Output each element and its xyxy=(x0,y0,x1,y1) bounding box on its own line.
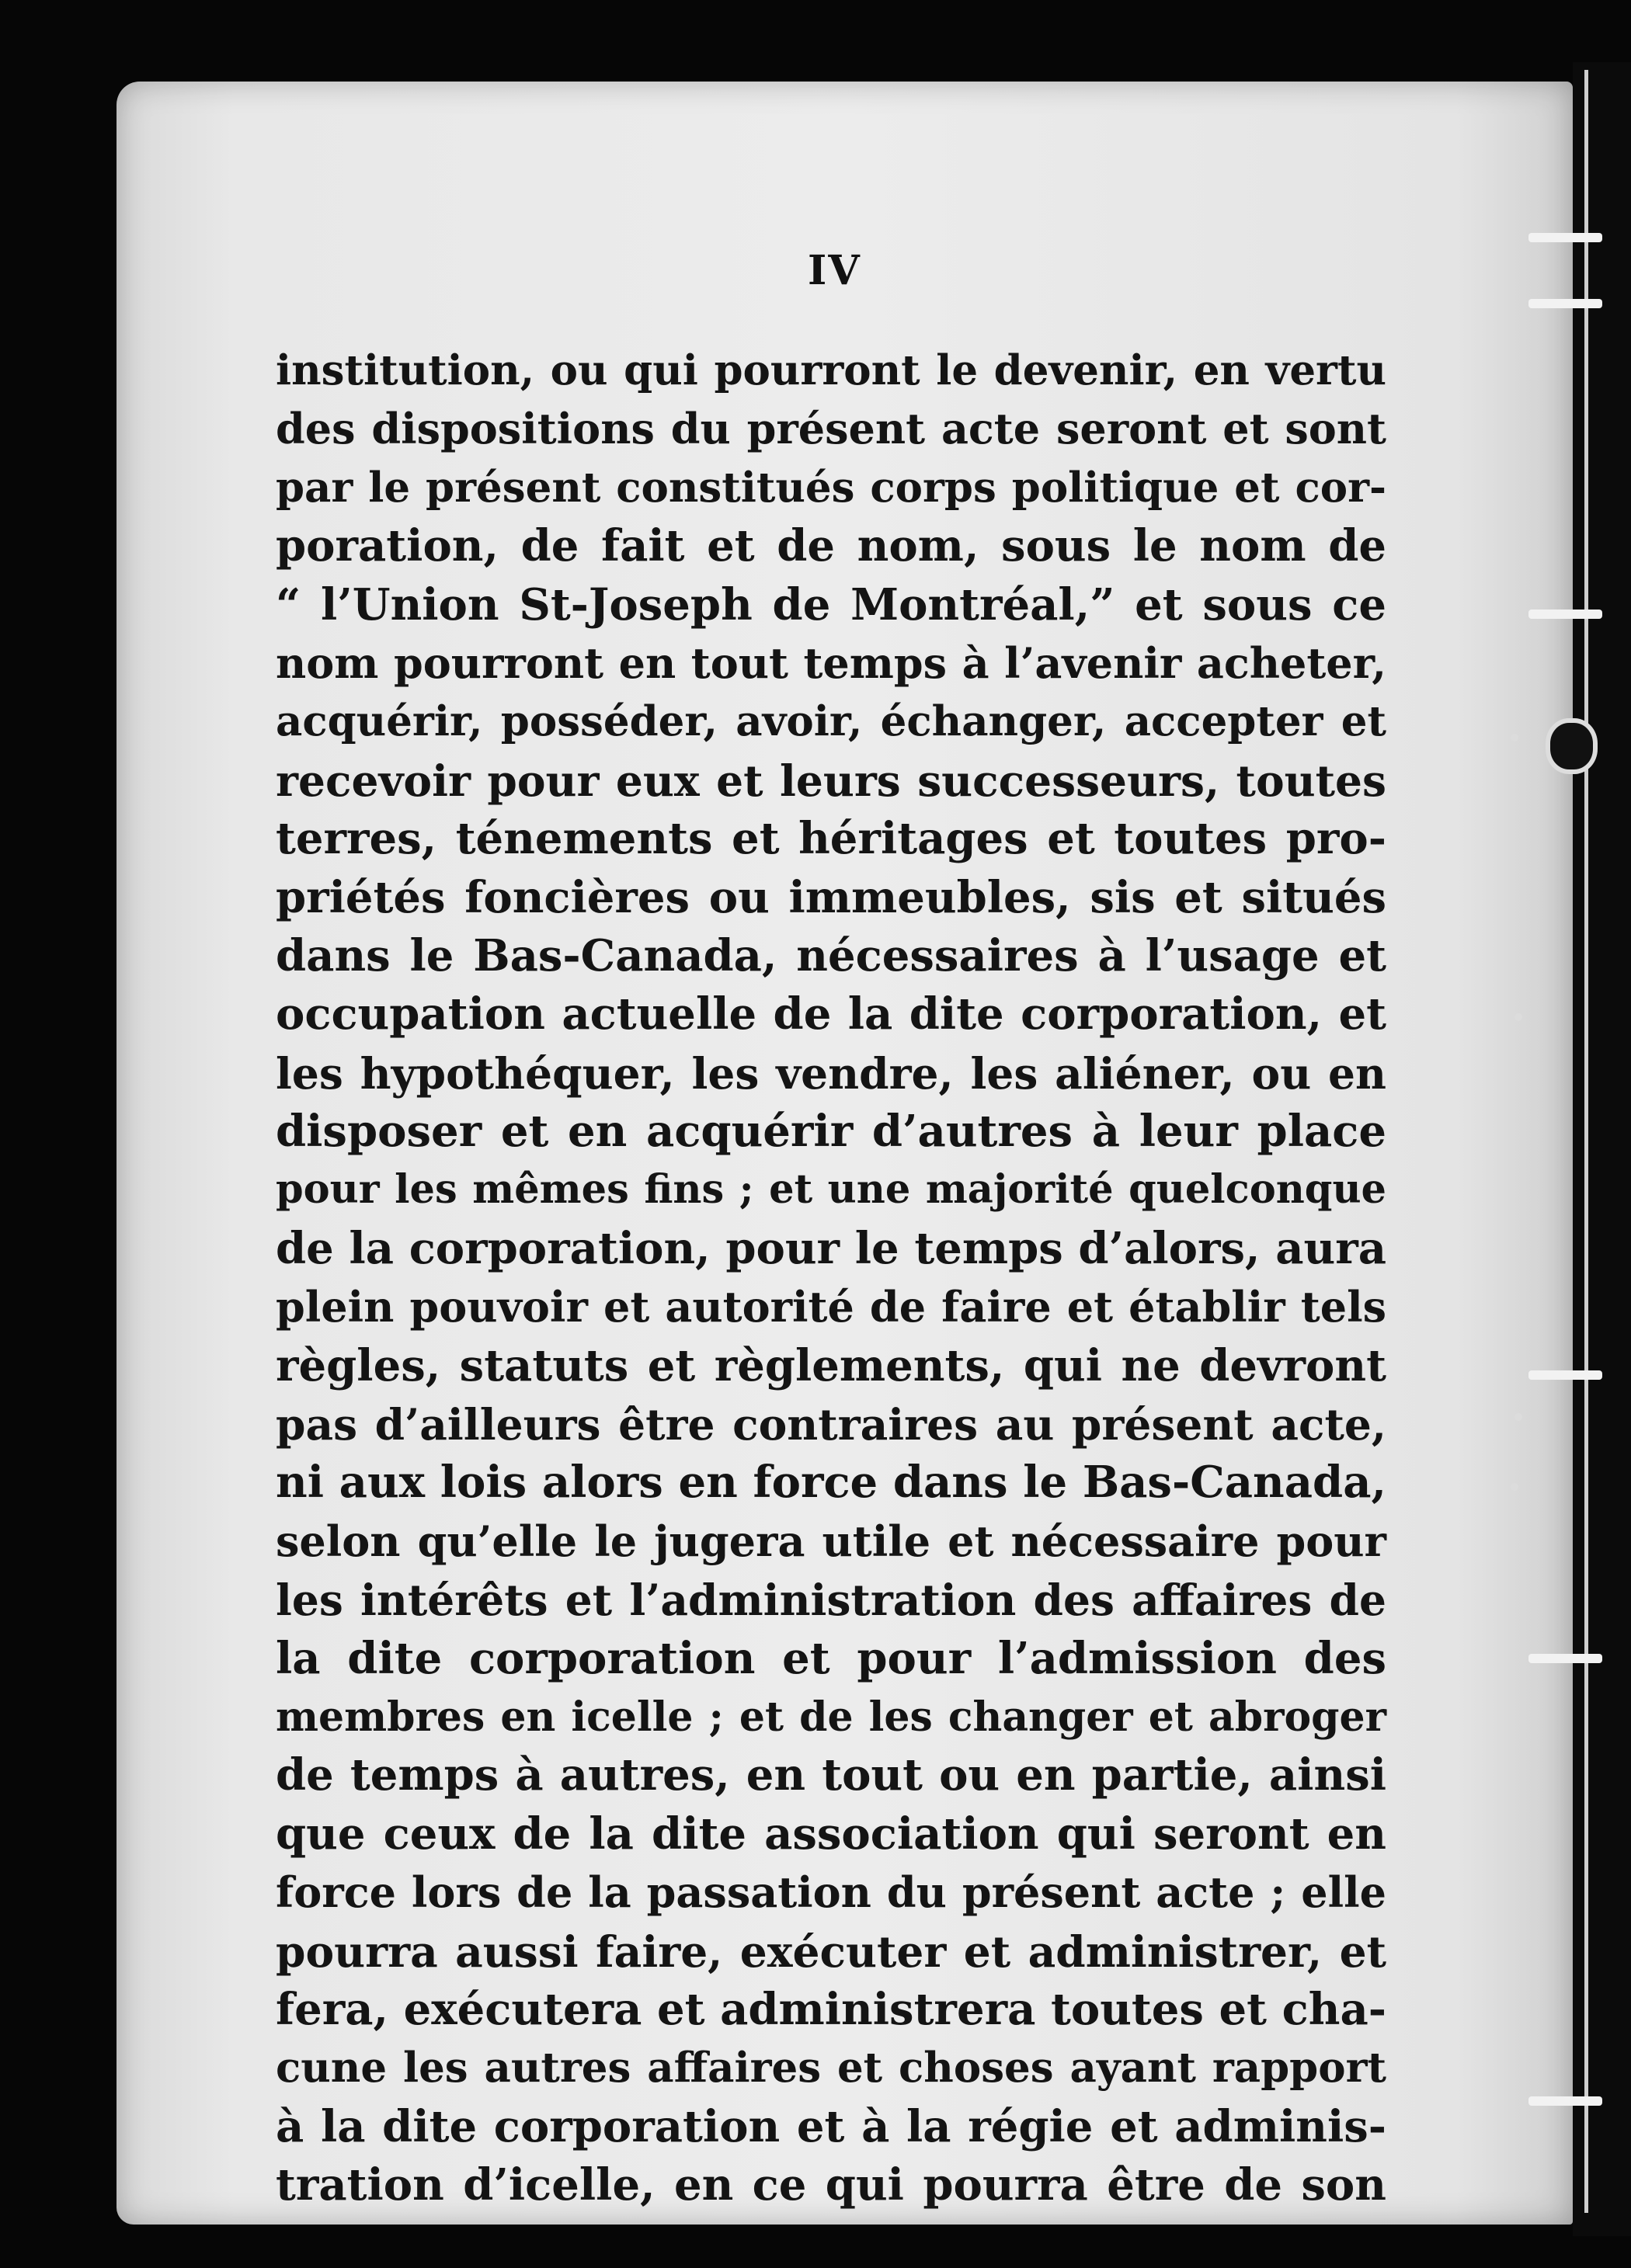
text-line: de temps à autres, en tout ou en partie, ainsi xyxy=(276,1749,1386,1801)
text-line: des dispositions du présent acte seront et sont xyxy=(276,404,1386,454)
text-line: dans le Bas-Canada, nécessaires à l’usage et xyxy=(276,929,1386,981)
binding-stitch xyxy=(1528,1654,1602,1663)
text-line: règles, statuts et règlements, qui ne devront xyxy=(276,1339,1386,1391)
text-line: “ l’Union St-Joseph de Montréal,” et sous ce xyxy=(276,578,1386,630)
ink-blot xyxy=(1546,718,1598,774)
text-line: selon qu’elle le jugera utile et nécessaire pour xyxy=(276,1516,1386,1566)
text-line: de la corporation, pour le temps d’alors, aura xyxy=(276,1222,1386,1274)
text-line: par le présent constitués corps politique et cor- xyxy=(276,463,1386,512)
text-line: priétés foncières ou immeubles, sis et situés xyxy=(276,871,1386,923)
text-line: ni aux lois alors en force dans le Bas-Canada, xyxy=(276,1457,1386,1509)
text-line: nom pourront en tout temps à l’avenir acheter, xyxy=(276,637,1386,688)
binding-stitch xyxy=(1528,2096,1602,2106)
text-line: acquérir, posséder, avoir, échanger, accepter et xyxy=(276,697,1386,746)
binding-stitch xyxy=(1528,233,1602,242)
text-line: tration d’icelle, en ce qui pourra être de son xyxy=(276,2159,1386,2211)
body-text xyxy=(276,342,1386,2215)
text-line: disposer et en acquérir d’autres à leur place xyxy=(276,1106,1386,1158)
text-line: plein pouvoir et autorité de faire et établir tels xyxy=(276,1282,1386,1332)
speck xyxy=(1514,1413,1522,1421)
binding-thread xyxy=(1584,70,1588,2213)
text-line: terres, ténements et héritages et toutes pro- xyxy=(276,813,1386,865)
text-line: pour les mêmes fins ; et une majorité quelconque xyxy=(276,1166,1386,1214)
text-line: pas d’ailleurs être contraires au présent acte, xyxy=(276,1399,1386,1450)
speck xyxy=(1514,1013,1522,1021)
text-line: que ceux de la dite association qui seront en xyxy=(276,1808,1386,1860)
speck xyxy=(1511,734,1518,742)
text-line: les hypothéquer, les vendre, les aliéner, ou en xyxy=(276,1047,1386,1099)
book-binding xyxy=(1573,62,1631,2236)
text-line: cune les autres affaires et choses ayant rapport xyxy=(276,2044,1386,2093)
text-line: force lors de la passation du présent acte ; elle xyxy=(276,1867,1386,1918)
text-line: recevoir pour eux et leurs successeurs, toutes xyxy=(276,755,1386,806)
text-line: poration, de fait et de nom, sous le nom de xyxy=(276,520,1386,572)
text-line: pourra aussi faire, exécuter et administrer, et xyxy=(276,1926,1386,1977)
text-line: la dite corporation et pour l’admission des xyxy=(276,1632,1386,1684)
binding-stitch xyxy=(1528,1370,1602,1380)
text-line: membres en icelle ; et de les changer et abroger xyxy=(276,1693,1386,1741)
text-line: fera, exécutera et administrera toutes et cha- xyxy=(276,1983,1386,2035)
binding-stitch xyxy=(1528,299,1602,308)
page-number: IV xyxy=(808,247,861,294)
text-line: à la dite corporation et à la régie et adminis- xyxy=(276,2100,1386,2152)
text-line: occupation actuelle de la dite corporation, et xyxy=(276,988,1386,1040)
text-line: les intérêts et l’administration des affaires de xyxy=(276,1575,1386,1626)
text-line: institution, ou qui pourront le devenir, en vertu xyxy=(276,346,1386,394)
speck xyxy=(1511,1483,1518,1491)
binding-stitch xyxy=(1528,610,1602,619)
